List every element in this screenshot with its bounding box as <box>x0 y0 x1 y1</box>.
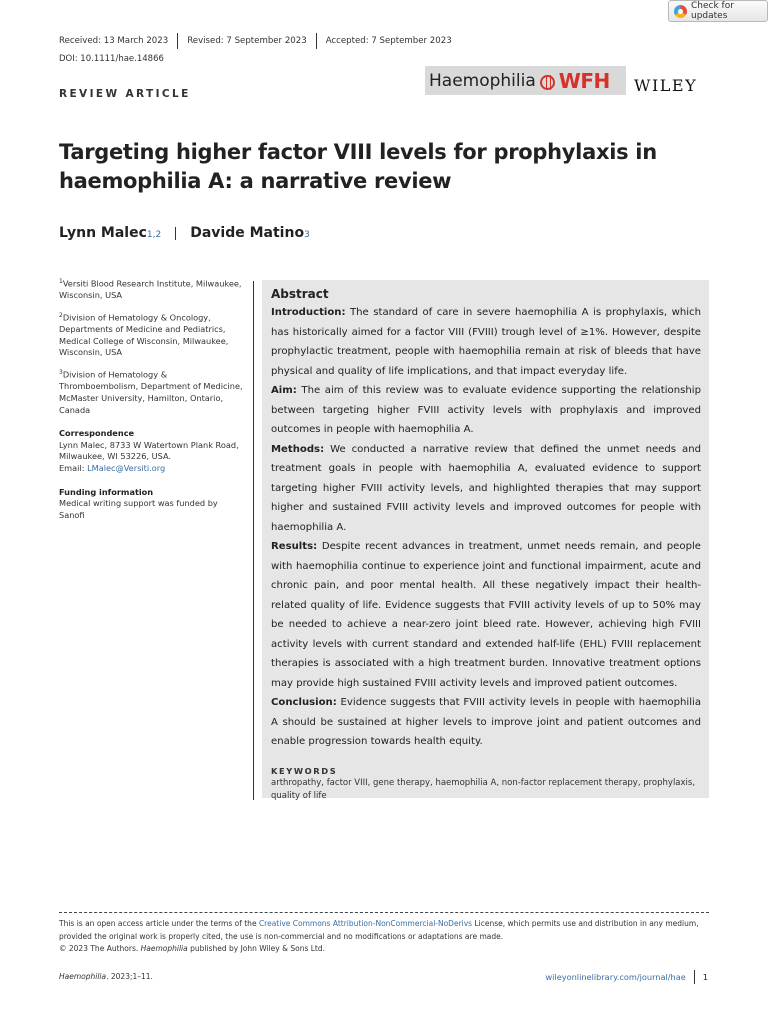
abstract-conclusion <box>271 693 701 752</box>
abstract-aim <box>271 381 701 440</box>
section-text: We conducted a narrative review that defined the unmet needs and treatment goals in people with haemophilia A, evaluated evidence to support targeting higher FVIII activity levels, and highlighted therapies that may support higher and sustained FVIII activity levels and improved outcomes for people with haemophilia A. <box>271 443 701 533</box>
license-link[interactable]: Creative Commons Attribution-NonCommercial-NoDerivs <box>258 919 473 928</box>
author-affiliation-ref[interactable]: 1,2 <box>146 230 162 240</box>
author-list <box>59 225 310 241</box>
affiliation-text: Division of Hematology & Thromboembolism, Department of Medicine, McMaster University, Hamilton, Ontario, Canada <box>59 369 243 415</box>
accepted-date: Accepted: 7 September 2023 <box>316 33 461 49</box>
abstract-heading: Abstract <box>271 287 329 301</box>
article-dates <box>59 33 461 49</box>
article-sidebar <box>59 276 245 521</box>
author-name: Lynn Malec <box>59 225 147 241</box>
society-logo: WFH <box>558 68 610 93</box>
page-number: 1 <box>702 972 708 982</box>
copyright-journal: Haemophilia <box>140 944 188 954</box>
correspondence <box>59 428 245 474</box>
abstract-results <box>271 537 701 693</box>
citation-journal: Haemophilia <box>59 972 107 981</box>
funding-heading: Funding information <box>59 486 154 497</box>
citation-details: . 2023;1–11. <box>106 972 153 981</box>
section-text: Evidence suggests that FVIII activity levels in people with haemophilia A should be sustained at higher levels to improve joint and patient outcomes and enable progression towards health equity. <box>271 697 701 747</box>
affiliation <box>59 276 245 302</box>
section-label: Methods: <box>271 443 325 455</box>
section-label: Aim: <box>271 385 297 396</box>
crossmark-icon <box>674 5 687 18</box>
correspondence-address: Lynn Malec, 8733 W Watertown Plank Road, Milwaukee, WI 53226, USA. <box>59 439 239 462</box>
globe-icon <box>540 75 555 90</box>
doi: DOI: 10.1111/hae.14866 <box>59 54 164 64</box>
received-date: Received: 13 March 2023 <box>59 36 169 46</box>
copyright-text: © 2023 The Authors. <box>59 944 141 954</box>
license-text: License, which permits use and distribution in any medium, provided the original work is properly cited, the use is non-commercial and no modifications or adaptations are made. <box>59 919 699 941</box>
affiliation-text: Versiti Blood Research Institute, Milwaukee, Wisconsin, USA <box>59 278 242 301</box>
copyright-text: published by John Wiley & Sons Ltd. <box>187 944 326 954</box>
section-label: Conclusion: <box>271 697 337 708</box>
section-label: Results: <box>271 541 318 552</box>
email-label: Email: <box>59 462 88 473</box>
article-title: Targeting higher factor VIII levels for prophylaxis in haemophilia A: a narrative review <box>59 140 657 193</box>
affiliation-number: 3 <box>59 369 63 377</box>
affiliation-text: Division of Hematology & Oncology, Departments of Medicine and Pediatrics, Medical College of Wisconsin, Milwaukee, Wisconsin, USA <box>59 312 229 358</box>
affiliation-number: 1 <box>59 278 63 285</box>
keywords-list: arthropathy, factor VIII, gene therapy, haemophilia A, non-factor replacement therapy, prophylaxis, quality of life <box>271 777 696 801</box>
abstract-box <box>262 280 709 801</box>
author-affiliation-ref[interactable]: 3 <box>304 230 310 240</box>
article-type: REVIEW ARTICLE <box>59 88 191 100</box>
author-name: Davide Matino <box>190 225 305 241</box>
citation <box>59 972 153 981</box>
correspondence-heading: Correspondence <box>59 428 135 439</box>
license-text: This is an open access article under the terms of the <box>59 919 259 928</box>
correspondence-email-row <box>59 463 245 475</box>
publisher-logo: WILEY <box>634 76 698 95</box>
funding <box>59 487 245 522</box>
section-text: The standard of care in severe haemophilia A is prophylaxis, which has historically aimed for a factor VIII (FVIII) trough level of ≥1%. However, despite prophylactic treatment, people with haemophilia remain at risk of bleeds that have physical and quality of life implications, and that impact everyday life. <box>271 307 701 377</box>
author-separator <box>175 227 176 240</box>
page-separator <box>694 970 695 984</box>
license-notice <box>59 918 709 956</box>
funding-text: Medical writing support was funded by Sanofi <box>59 498 218 520</box>
abstract-introduction <box>271 303 701 381</box>
keywords-heading: KEYWORDS <box>271 765 338 776</box>
section-text: Despite recent advances in treatment, unmet needs remain, and people with haemophilia continue to experience joint and functional impairment, acute and chronic pain, and poor mental health. All these negatively impact their health-related quality of life. Evidence suggests that FVIII activity levels of up to 50% may be needed to achieve a near-zero joint bleed rate. However, achieving high FVIII activity levels with current standard and extended half-life (EHL) FVIII replacement therapies is associated with a high treatment burden. Innovative treatment options may provide high sustained FVIII activity levels and improved patient outcomes. <box>271 541 701 689</box>
revised-date: Revised: 7 September 2023 <box>177 33 316 49</box>
journal-url-link[interactable]: wileyonlinelibrary.com/journal/hae <box>545 972 686 982</box>
column-divider <box>253 281 254 800</box>
footnote-rule <box>59 912 709 913</box>
section-label: Introduction: <box>271 307 346 318</box>
abstract-methods <box>271 440 701 538</box>
affiliation <box>59 310 245 359</box>
affiliation <box>59 367 245 416</box>
journal-logo <box>425 66 626 95</box>
check-for-updates-label: Check for updates <box>691 1 734 21</box>
page-footer <box>545 970 708 984</box>
section-text: The aim of this review was to evaluate evidence supporting the relationship between targeting higher FVIII activity levels with prophylaxis and improved outcomes in people with haemophilia A. <box>271 385 701 435</box>
affiliation-number: 2 <box>59 311 63 319</box>
check-for-updates-button[interactable] <box>668 0 768 22</box>
journal-name: Haemophilia <box>429 70 536 91</box>
email-link[interactable]: LMalec@Versiti.org <box>87 462 166 473</box>
